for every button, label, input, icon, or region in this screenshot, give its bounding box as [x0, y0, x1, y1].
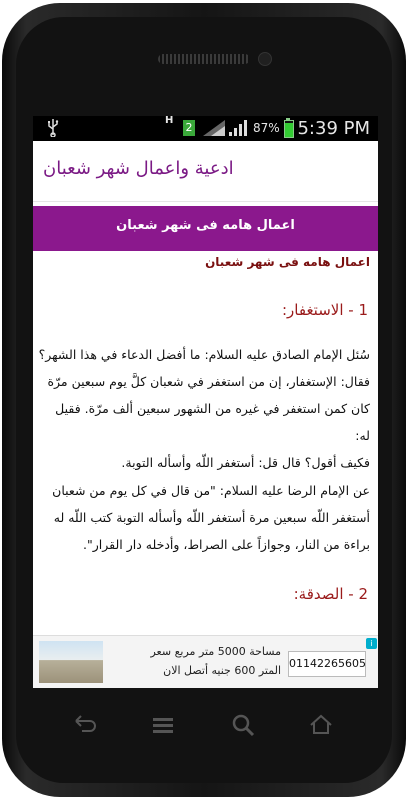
section-heading: 2 - الصدقة:	[293, 585, 368, 603]
ad-image[interactable]	[39, 641, 103, 683]
sim-icon: 2	[183, 120, 195, 136]
app-title: ادعية واعمال شهر شعبان	[43, 158, 234, 179]
article-content[interactable]	[33, 251, 378, 635]
ad-text[interactable]	[111, 642, 281, 680]
paragraph-line: عن الإمام الرضا عليه السلام: "من قال في كل يوم من شعبان	[52, 483, 370, 498]
ad-banner[interactable]	[33, 635, 378, 688]
back-key-icon[interactable]	[72, 712, 98, 738]
network-type-label: H	[165, 116, 174, 126]
earpiece-speaker	[158, 54, 250, 64]
paragraph-line: سُئل الإمام الصادق عليه السلام: ما أفضل الدعاء في هذا الشهر؟	[38, 347, 370, 362]
article-subtitle: اعمال هامه فى شهر شعبان	[205, 255, 370, 269]
paragraph	[38, 341, 370, 476]
status-bar	[33, 116, 378, 141]
signal-icon	[229, 120, 249, 136]
section-banner	[33, 206, 378, 251]
battery-percent: 87%	[253, 121, 280, 135]
usb-icon	[47, 119, 59, 141]
paragraph-line: فكيف أقول؟ قال قل: أستغفر اللّه وأسأله التوبة.	[121, 455, 370, 470]
ad-text-line: مساحة 5000 متر مربع سعر	[150, 645, 281, 658]
paragraph-line: أستغفر اللّه سبعين مرة أستغفر اللّه وأسأله التوبة كتب اللّه له	[53, 510, 370, 525]
menu-key-icon[interactable]	[150, 712, 176, 738]
ad-info-icon[interactable]: i	[366, 638, 377, 649]
front-camera	[258, 52, 272, 66]
clock: 5:39 PM	[297, 118, 370, 139]
paragraph-line: كان كمن استغفر في غيره من الشهور سبعين ألف مرّة. فقيل له:	[55, 401, 370, 443]
home-key-icon[interactable]	[308, 712, 334, 738]
screen	[33, 116, 378, 688]
wifi-icon	[203, 120, 225, 136]
search-key-icon[interactable]	[230, 712, 256, 738]
paragraph-line: فقال: الإستغفار، إن من استغفر في شعبان كلَّ يوم سبعين مرّة	[47, 374, 370, 389]
ad-call-button[interactable]: 01142265605	[288, 651, 366, 677]
battery-charging-icon	[284, 120, 294, 138]
paragraph	[38, 477, 370, 558]
paragraph-line: براءة من النار، وجوازاً على الصراط، وأدخله دار القرار".	[83, 537, 370, 552]
banner-title: اعمال هامه فى شهر شعبان	[116, 218, 295, 233]
section-heading: 1 - الاستغفار:	[281, 301, 368, 319]
ad-text-line: المتر 600 جنيه أتصل الان	[163, 664, 281, 677]
action-bar	[33, 141, 378, 202]
